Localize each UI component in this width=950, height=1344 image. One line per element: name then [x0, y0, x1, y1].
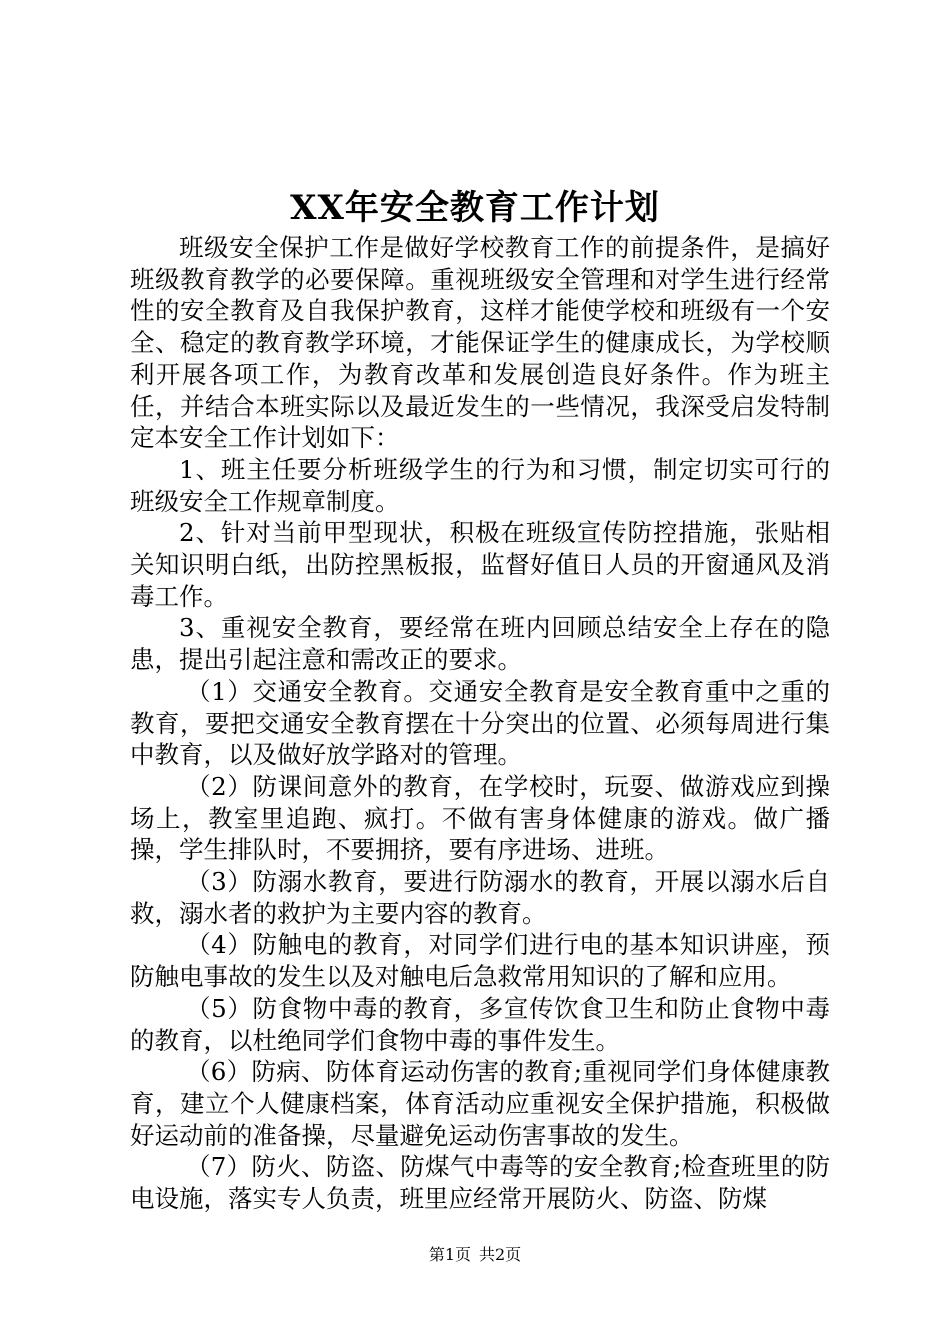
paragraph-item-3: 3、重视安全教育，要经常在班内回顾总结安全上存在的隐患，提出引起注意和需改正的要求。 [130, 613, 830, 675]
paragraph-subitem-3: （3）防溺水教育，要进行防溺水的教育，开展以溺水后自救，溺水者的救护为主要内容的教育。 [130, 867, 830, 928]
page-number-current: 第1页 [428, 1245, 471, 1264]
paragraph-subitem-2: （2）防课间意外的教育，在学校时，玩耍、做游戏应到操场上，教室里追跑、疯打。不做有害身体健康的游戏。做广播操，学生排队时，不要拥挤，要有序进场、进班。 [130, 771, 830, 865]
paragraph-subitem-1: （1）交通安全教育。交通安全教育是安全教育重中之重的教育，要把交通安全教育摆在十分突出的位置、必须每周进行集中教育，以及做好放学路对的管理。 [130, 676, 830, 770]
page-number-total: 共2页 [479, 1245, 522, 1264]
paragraph-subitem-6: （6）防病、防体育运动伤害的教育;重视同学们身体健康教育，建立个人健康档案，体育活动应重视安全保护措施，积极做好运动前的准备操，尽量避免运动伤害事故的发生。 [130, 1057, 830, 1150]
paragraph-intro: 班级安全保护工作是做好学校教育工作的前提条件，是搞好班级教育教学的必要保障。重视班级安全管理和对学生进行经常性的安全教育及自我保护教育，这样才能使学校和班级有一个安全、稳定的教育教学环境，才能保证学生的健康成长，为学校顺利开展各项工作，为教育改革和发展创造良好条件。作为班主任，并结合本班实际以及最近发生的一些情况，我深受启发特制定本安全工作计划如下： [130, 233, 830, 453]
paragraph-subitem-5: （5）防食物中毒的教育，多宣传饮食卫生和防止食物中毒的教育，以杜绝同学们食物中毒的事件发生。 [130, 993, 830, 1055]
paragraph-item-2: 2、针对当前甲型现状，积极在班级宣传防控措施，张贴相关知识明白纸，出防控黑板报，监督好值日人员的开窗通风及消毒工作。 [130, 518, 830, 611]
paragraph-item-1: 1、班主任要分析班级学生的行为和习惯，制定切实可行的班级安全工作规章制度。 [130, 454, 830, 516]
document-body [130, 232, 830, 1215]
paragraph-subitem-7: （7）防火、防盗、防煤气中毒等的安全教育;检查班里的防电设施，落实专人负责，班里应经常开展防火、防盗、防煤 [130, 1152, 830, 1214]
paragraph-subitem-4: （4）防触电的教育，对同学们进行电的基本知识讲座，预防触电事故的发生以及对触电后急救常用知识的了解和应用。 [130, 930, 830, 992]
document-title: XX年安全教育工作计划 [290, 188, 660, 228]
page-footer [0, 1244, 950, 1266]
